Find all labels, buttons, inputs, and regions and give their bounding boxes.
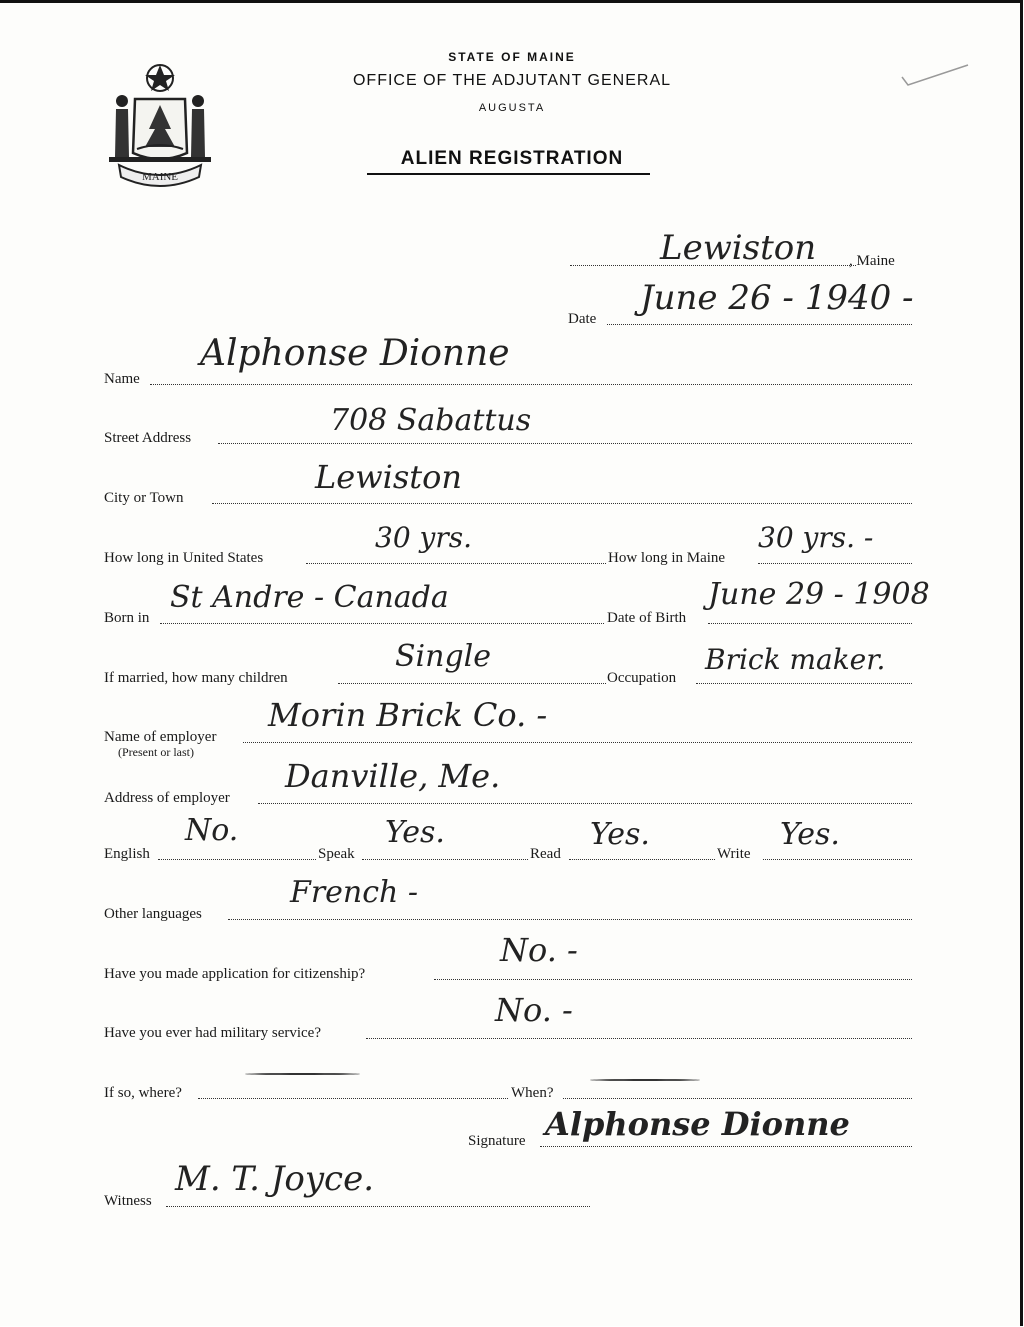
how-long-maine-line [758, 563, 912, 564]
citizenship-value: No. - [500, 931, 578, 969]
children-line [338, 683, 606, 684]
if-so-where-label: If so, where? [104, 1085, 182, 1101]
maine-label: , Maine [849, 253, 895, 269]
born-in-value: St Andre - Canada [170, 580, 449, 615]
how-long-maine-value: 30 yrs. - [758, 521, 874, 554]
place-value: Lewiston [660, 228, 817, 268]
read-value: Yes. [590, 817, 650, 852]
how-long-maine-label: How long in Maine [608, 550, 726, 566]
how-long-us-value: 30 yrs. [375, 521, 473, 554]
seal-banner-text: MAINE [141, 171, 179, 183]
when-label: When? [511, 1085, 554, 1101]
speak-value: Yes. [385, 815, 445, 850]
other-languages-value: French - [290, 875, 419, 910]
when-dash [590, 1079, 700, 1081]
employer-address-line [258, 803, 912, 804]
english-label: English [104, 846, 150, 862]
other-languages-label: Other languages [104, 906, 202, 922]
street-address-line [218, 443, 912, 444]
citizenship-label: Have you made application for citizenship? [104, 966, 366, 982]
title-underline [367, 173, 650, 175]
name-line [150, 384, 912, 385]
occupation-value: Brick maker. [705, 643, 886, 676]
date-label: Date [568, 311, 597, 327]
date-of-birth-label: Date of Birth [607, 610, 687, 626]
where-dash [245, 1073, 360, 1075]
name-label: Name [104, 371, 140, 387]
employer-address-value: Danville, Me. [285, 757, 501, 795]
speak-line [362, 859, 528, 860]
military-value: No. - [495, 991, 573, 1029]
if-so-where-line [198, 1098, 508, 1099]
occupation-label: Occupation [607, 670, 677, 686]
how-long-us-line [306, 563, 606, 564]
date-of-birth-value: June 29 - 1908 [708, 577, 930, 612]
when-line [563, 1098, 912, 1099]
street-address-label: Street Address [104, 430, 192, 446]
speak-label: Speak [318, 846, 355, 862]
write-line [763, 859, 912, 860]
date-of-birth-line [708, 623, 912, 624]
write-value: Yes. [780, 817, 840, 852]
employer-note-label: (Present or last) [118, 745, 194, 759]
date-value: June 26 - 1940 - [640, 278, 914, 318]
street-address-value: 708 Sabattus [330, 403, 532, 438]
children-label: If married, how many children [104, 670, 288, 686]
write-label: Write [717, 846, 751, 862]
occupation-line [696, 683, 912, 684]
military-label: Have you ever had military service? [104, 1025, 321, 1041]
employer-name-line [243, 742, 912, 743]
employer-address-label: Address of employer [104, 790, 230, 806]
signature-line [540, 1146, 912, 1147]
children-value: Single [395, 639, 492, 674]
signature-label: Signature [468, 1133, 526, 1149]
read-line [569, 859, 715, 860]
city-line [212, 503, 912, 504]
english-line [158, 859, 316, 860]
state-heading: STATE OF MAINE [448, 50, 576, 64]
office-heading: OFFICE OF THE ADJUTANT GENERAL [352, 72, 672, 89]
born-in-label: Born in [104, 610, 150, 626]
witness-label: Witness [104, 1193, 152, 1209]
name-value: Alphonse Dionne [200, 333, 510, 374]
city-label: City or Town [104, 490, 184, 506]
english-value: No. [185, 813, 239, 848]
military-line [366, 1038, 912, 1039]
witness-line [166, 1206, 590, 1207]
read-label: Read [530, 846, 561, 862]
other-languages-line [228, 919, 912, 920]
citizenship-line [434, 979, 912, 980]
employer-name-value: Morin Brick Co. - [268, 696, 548, 734]
check-mark-icon [900, 63, 970, 87]
how-long-us-label: How long in United States [104, 550, 264, 566]
date-line [607, 324, 912, 325]
born-in-line [160, 623, 604, 624]
employer-name-label: Name of employer [104, 729, 217, 745]
form-title: ALIEN REGISTRATION [400, 148, 624, 169]
city-heading: AUGUSTA [478, 102, 546, 114]
signature-value: Alphonse Dionne [545, 1105, 850, 1143]
city-value: Lewiston [315, 458, 462, 496]
witness-value: M. T. Joyce. [175, 1159, 375, 1199]
